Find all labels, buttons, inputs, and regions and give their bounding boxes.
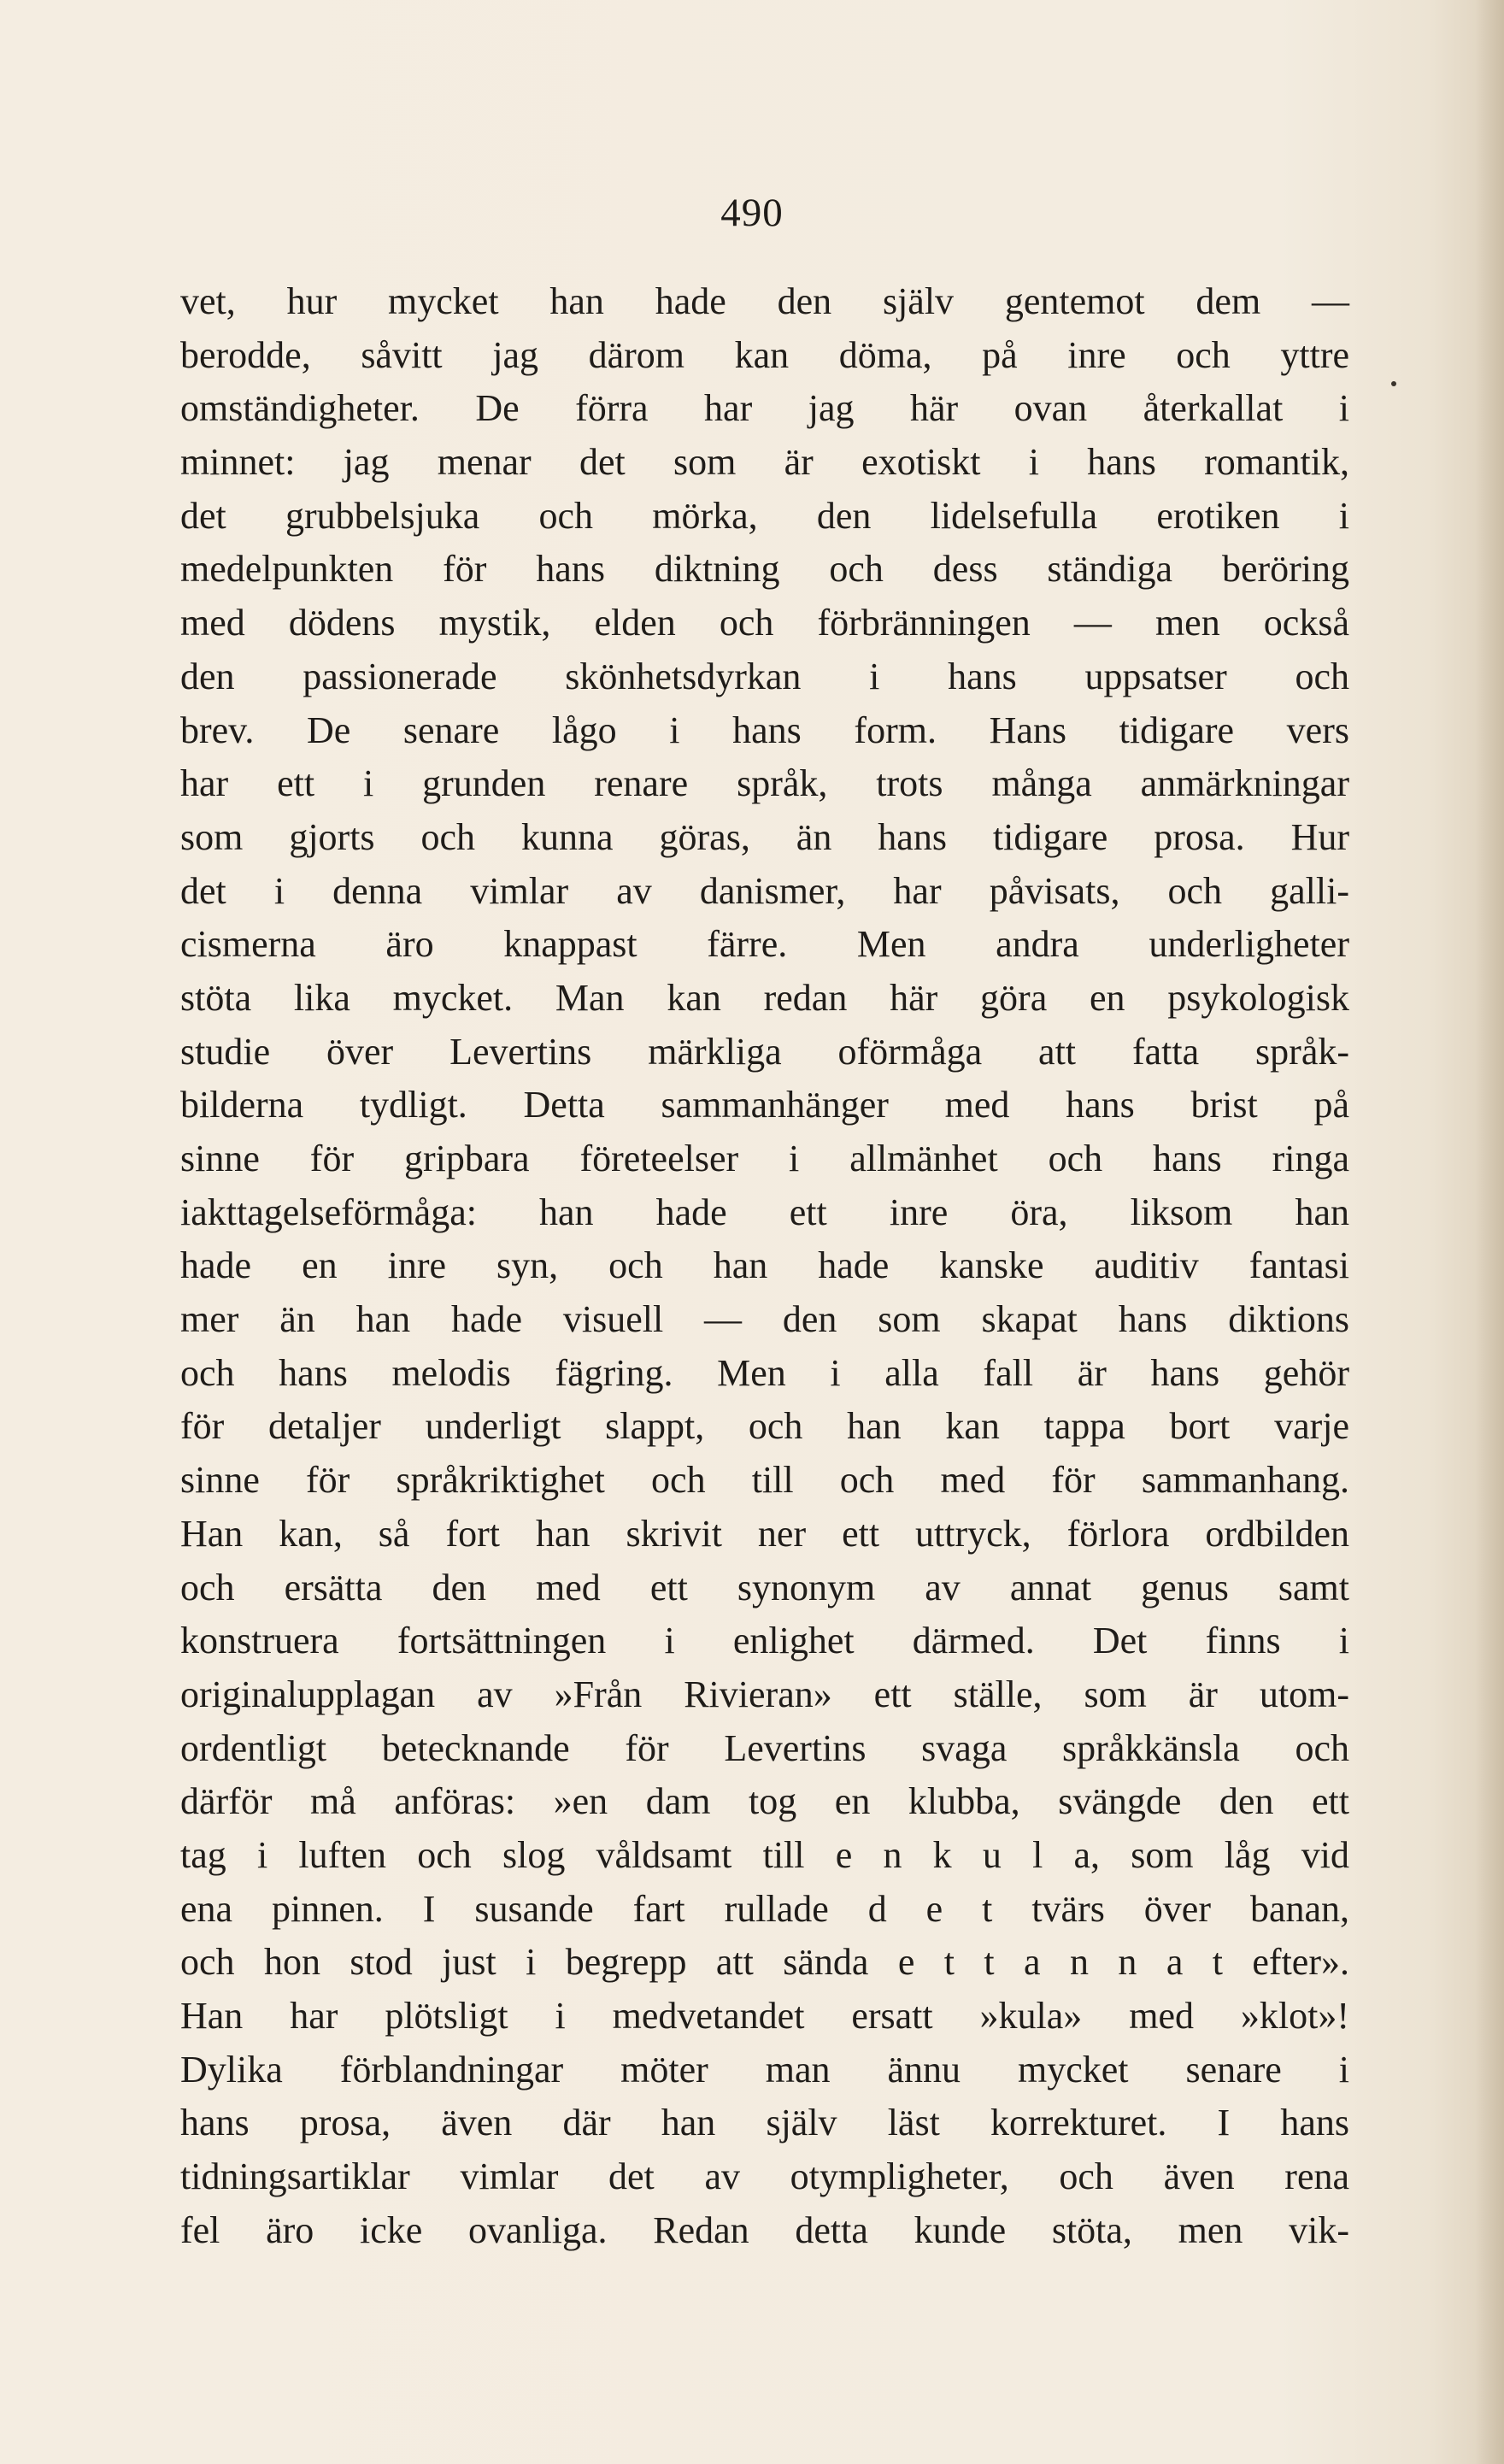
- text-line: berodde, såvitt jag därom kan döma, på inre och yttre: [180, 333, 1349, 376]
- text-line: brev. De senare lågo i hans form. Hans tidigare vers: [180, 709, 1349, 751]
- text-line: vet, hur mycket han hade den själv gentemot dem —: [180, 280, 1349, 322]
- text-line: därför må anföras: »en dam tog en klubba, svängde den ett: [180, 1780, 1349, 1823]
- text-line: tidningsartiklar vimlar det av otympligheter, och även rena: [180, 2155, 1349, 2198]
- text-line: som gjorts och kunna göras, än hans tidigare prosa. Hur: [180, 815, 1349, 858]
- text-line: Han kan, så fort han skrivit ner ett uttryck, förlora ordbilden: [180, 1512, 1349, 1555]
- text-line: och hans melodis fägring. Men i alla fall är hans gehör: [180, 1351, 1349, 1394]
- text-line: det grubbelsjuka och mörka, den lidelsefulla erotiken i: [180, 494, 1349, 537]
- text-line: med dödens mystik, elden och förbränningen — men också: [180, 602, 1349, 644]
- paper-speck: [1391, 381, 1396, 386]
- text-line: minnet: jag menar det som är exotiskt i hans romantik,: [180, 441, 1349, 484]
- text-line: iakttagelseförmåga: han hade ett inre öra, liksom han: [180, 1191, 1349, 1233]
- text-line: Dylika förblandningar möter man ännu mycket senare i: [180, 2048, 1349, 2091]
- text-line: den passionerade skönhetsdyrkan i hans uppsatser och: [180, 655, 1349, 697]
- text-line: hans prosa, även där han själv läst korrekturet. I hans: [180, 2102, 1349, 2144]
- text-line: har ett i grunden renare språk, trots många anmärkningar: [180, 762, 1349, 805]
- text-line: sinne för språkriktighet och till och med för sammanhang.: [180, 1459, 1349, 1502]
- text-line: Han har plötsligt i medvetandet ersatt »kula» med »klot»!: [180, 1995, 1349, 2037]
- text-line: studie över Levertins märkliga oförmåga att fatta språk-: [180, 1030, 1349, 1073]
- text-line: det i denna vimlar av danismer, har påvisats, och galli-: [180, 869, 1349, 912]
- body-text: [180, 275, 1349, 2257]
- text-line: stöta lika mycket. Man kan redan här göra en psykologisk: [180, 976, 1349, 1019]
- text-line: ordentligt betecknande för Levertins svaga språkkänsla och: [180, 1726, 1349, 1769]
- text-line: bilderna tydligt. Detta sammanhänger med hans brist på: [180, 1084, 1349, 1126]
- text-line: medelpunkten för hans diktning och dess ständiga beröring: [180, 548, 1349, 591]
- text-line: konstruera fortsättningen i enlighet därmed. Det finns i: [180, 1620, 1349, 1662]
- text-line: originalupplagan av »Från Rivieran» ett ställe, som är utom-: [180, 1673, 1349, 1715]
- text-line: cismerna äro knappast färre. Men andra underligheter: [180, 923, 1349, 966]
- text-line: ena pinnen. I susande fart rullade d e t tvärs över banan,: [180, 1887, 1349, 1930]
- text-line: fel äro icke ovanliga. Redan detta kunde stöta, men vik-: [180, 2208, 1349, 2251]
- text-line: sinne för gripbara företeelser i allmänhet och hans ringa: [180, 1138, 1349, 1179]
- text-line: mer än han hade visuell — den som skapat hans diktions: [180, 1298, 1349, 1341]
- text-line: och hon stod just i begrepp att sända e t t a n n a t efter».: [180, 1941, 1349, 1984]
- text-line: hade en inre syn, och han hade kanske auditiv fantasi: [180, 1244, 1349, 1287]
- text-line: omständigheter. De förra har jag här ovan återkallat i: [180, 387, 1349, 430]
- text-line: tag i luften och slog våldsamt till e n k u l a, som låg vid: [180, 1833, 1349, 1876]
- page-edge-shadow: [1475, 0, 1504, 2464]
- text-line: och ersätta den med ett synonym av annat genus samt: [180, 1566, 1349, 1608]
- text-line: för detaljer underligt slappt, och han kan tappa bort varje: [180, 1405, 1349, 1448]
- page-number: 490: [720, 191, 784, 235]
